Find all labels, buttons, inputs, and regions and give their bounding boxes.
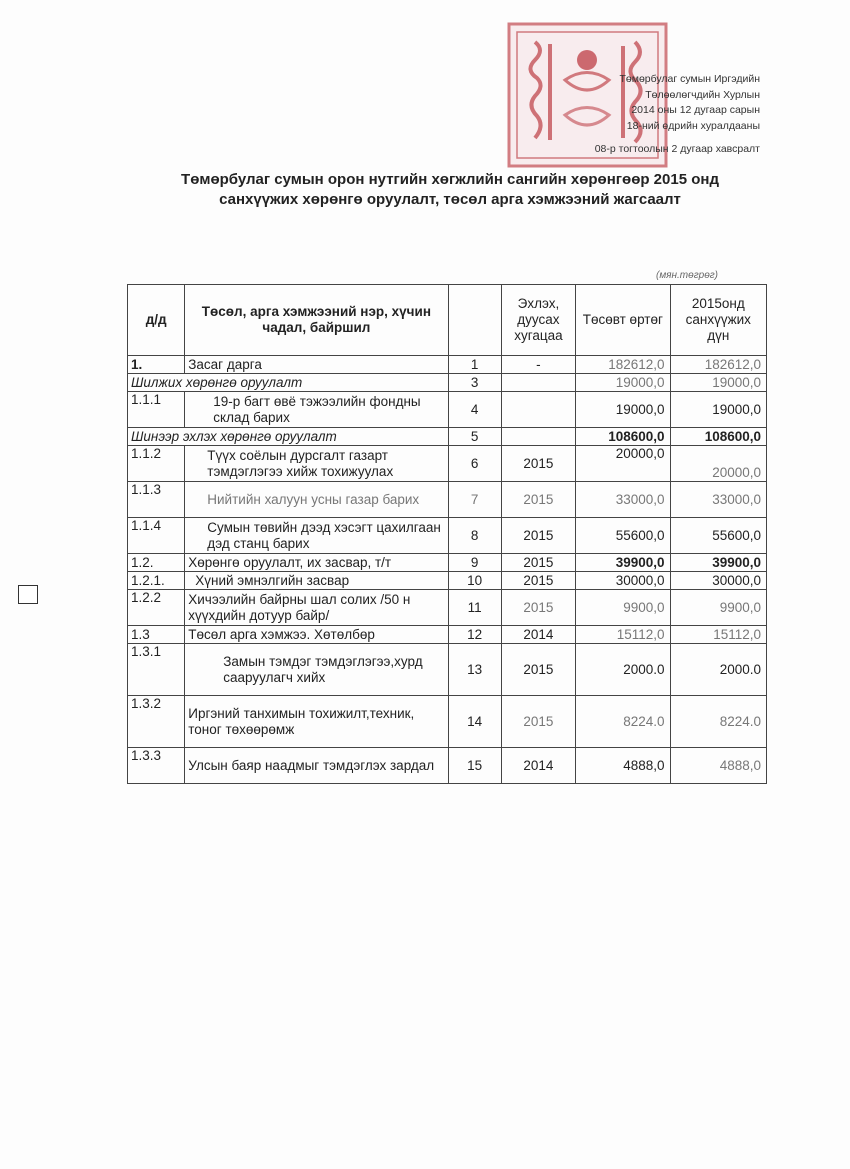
table-row: [128, 644, 767, 696]
table-header-row: [128, 285, 767, 356]
row-year: -: [501, 356, 575, 374]
row-name: Төсөл арга хэмжээ. Хөтөлбөр: [185, 626, 448, 644]
row-year: 2015: [501, 554, 575, 572]
row-year: 2015: [501, 446, 575, 482]
table-row: [128, 572, 767, 590]
row-fund: 39900,0: [670, 554, 766, 572]
margin-checkbox[interactable]: [18, 585, 38, 604]
table-row: [128, 696, 767, 748]
row-fund: 55600,0: [670, 518, 766, 554]
row-year: [501, 428, 575, 446]
row-fund: 9900,0: [670, 590, 766, 626]
row-cost: 55600,0: [576, 518, 670, 554]
row-cost: 182612,0: [576, 356, 670, 374]
header-no: д/д: [128, 285, 185, 356]
row-cost: 108600,0: [576, 428, 670, 446]
row-fund: 8224.0: [670, 696, 766, 748]
table-row: [128, 374, 767, 392]
row-fund: 2000.0: [670, 644, 766, 696]
row-year: 2014: [501, 748, 575, 784]
row-line: 10: [448, 572, 501, 590]
table-row: [128, 626, 767, 644]
row-name: Шилжих хөрөнгө оруулалт: [128, 374, 449, 392]
approval-line: 18-ний өдрийн хуралдааны: [626, 119, 760, 132]
row-fund: 108600,0: [670, 428, 766, 446]
row-line: 11: [448, 590, 501, 626]
row-year: 2015: [501, 644, 575, 696]
header-duration: Эхлэх, дуусах хугацаа: [501, 285, 575, 356]
row-name: Түүх соёлын дурсгалт газарт тэмдэглэгээ хийж тохижуулах: [185, 446, 448, 482]
row-fund: 33000,0: [670, 482, 766, 518]
row-year: [501, 392, 575, 428]
row-line: 15: [448, 748, 501, 784]
row-code: 1.3.1: [128, 644, 185, 696]
row-cost: 15112,0: [576, 626, 670, 644]
row-line: 9: [448, 554, 501, 572]
table-row: [128, 748, 767, 784]
row-line: 5: [448, 428, 501, 446]
approval-note: [560, 72, 760, 158]
row-name: Хичээлийн байрны шал солих /50 н хүүхдийн дотуур байр/: [185, 590, 448, 626]
row-name: Замын тэмдэг тэмдэглэгээ,хурд сааруулагч хийх: [185, 644, 448, 696]
row-name: Улсын баяр наадмыг тэмдэглэх зардал: [185, 748, 448, 784]
row-year: 2015: [501, 696, 575, 748]
table-row: [128, 518, 767, 554]
title-line-2: санхүүжих хөрөнгө оруулалт, төсөл арга хэмжээний жагсаалт: [219, 191, 681, 208]
unit-note: (мян.төгрөг): [656, 270, 719, 281]
row-fund: 19000,0: [670, 374, 766, 392]
row-line: 12: [448, 626, 501, 644]
header-name: Төсөл, арга хэмжээний нэр, хүчин чадал, байршил: [185, 285, 448, 356]
row-cost: 2000.0: [576, 644, 670, 696]
row-year: 2015: [501, 482, 575, 518]
table-row: [128, 446, 767, 482]
row-cost: 4888,0: [576, 748, 670, 784]
row-line: 14: [448, 696, 501, 748]
header-funding: 2015онд санхүүжих дүн: [670, 285, 766, 356]
row-name: Иргэний танхимын тохижилт,техник, тоног төхөөрөмж: [185, 696, 448, 748]
approval-line: Төмөрбулаг сумын Иргэдийн: [619, 73, 760, 85]
row-code: 1.2.2: [128, 590, 185, 626]
row-line: 4: [448, 392, 501, 428]
row-line: 6: [448, 446, 501, 482]
row-year: 2015: [501, 518, 575, 554]
row-name: Нийтийн халуун усны газар барих: [185, 482, 448, 518]
row-code: 1.3: [128, 626, 185, 644]
row-line: 8: [448, 518, 501, 554]
row-code: 1.2.: [128, 554, 185, 572]
approval-line: 08-р тогтоолын 2 дугаар хавсралт: [594, 143, 760, 155]
row-fund: 15112,0: [670, 626, 766, 644]
table-row: [128, 392, 767, 428]
row-line: 1: [448, 356, 501, 374]
row-code: 1.1.1: [128, 392, 185, 428]
header-cost: Төсөвт өртөг: [576, 285, 670, 356]
row-cost: 19000,0: [576, 374, 670, 392]
row-fund: 30000,0: [670, 572, 766, 590]
table-row: [128, 428, 767, 446]
row-code: 1.1.3: [128, 482, 185, 518]
row-year: 2015: [501, 590, 575, 626]
row-line: 13: [448, 644, 501, 696]
row-line: 7: [448, 482, 501, 518]
table-row: [128, 356, 767, 374]
row-cost: 20000,0: [576, 446, 670, 482]
row-fund: 4888,0: [670, 748, 766, 784]
approval-line: Төлөөлөгчдийн Хурлын: [645, 88, 760, 101]
row-code: 1.: [128, 356, 185, 374]
table-row: [128, 482, 767, 518]
document-title: [0, 170, 850, 210]
row-year: [501, 374, 575, 392]
row-code: 1.1.2: [128, 446, 185, 482]
row-fund: 20000,0: [670, 446, 766, 482]
row-cost: 39900,0: [576, 554, 670, 572]
row-name: Хөрөнгө оруулалт, их засвар, т/т: [185, 554, 448, 572]
title-line-1: Төмөрбулаг сумын орон нутгийн хөгжлийн сангийн хөрөнгөөр 2015 онд: [181, 171, 719, 188]
row-year: 2015: [501, 572, 575, 590]
row-code: 1.2.1.: [128, 572, 185, 590]
table-row: [128, 554, 767, 572]
row-name: Хүний эмнэлгийн засвар: [185, 572, 448, 590]
row-fund: 182612,0: [670, 356, 766, 374]
row-name: Шинээр эхлэх хөрөнгө оруулалт: [128, 428, 449, 446]
row-cost: 30000,0: [576, 572, 670, 590]
row-name: 19-р багт өвё тэжээлийн фондны склад барих: [185, 392, 448, 428]
row-name: Засаг дарга: [185, 356, 448, 374]
row-fund: 19000,0: [670, 392, 766, 428]
row-cost: 9900,0: [576, 590, 670, 626]
row-code: 1.1.4: [128, 518, 185, 554]
table-row: [128, 590, 767, 626]
projects-table: [127, 284, 767, 784]
row-code: 1.3.3: [128, 748, 185, 784]
row-line: 3: [448, 374, 501, 392]
row-name: Сумын төвийн дээд хэсэгт цахилгаан дэд станц барих: [185, 518, 448, 554]
header-blank: [448, 285, 501, 356]
row-cost: 8224.0: [576, 696, 670, 748]
row-code: 1.3.2: [128, 696, 185, 748]
row-cost: 19000,0: [576, 392, 670, 428]
approval-line: 2014 оны 12 дугаар сарын: [631, 104, 760, 116]
row-year: 2014: [501, 626, 575, 644]
row-cost: 33000,0: [576, 482, 670, 518]
